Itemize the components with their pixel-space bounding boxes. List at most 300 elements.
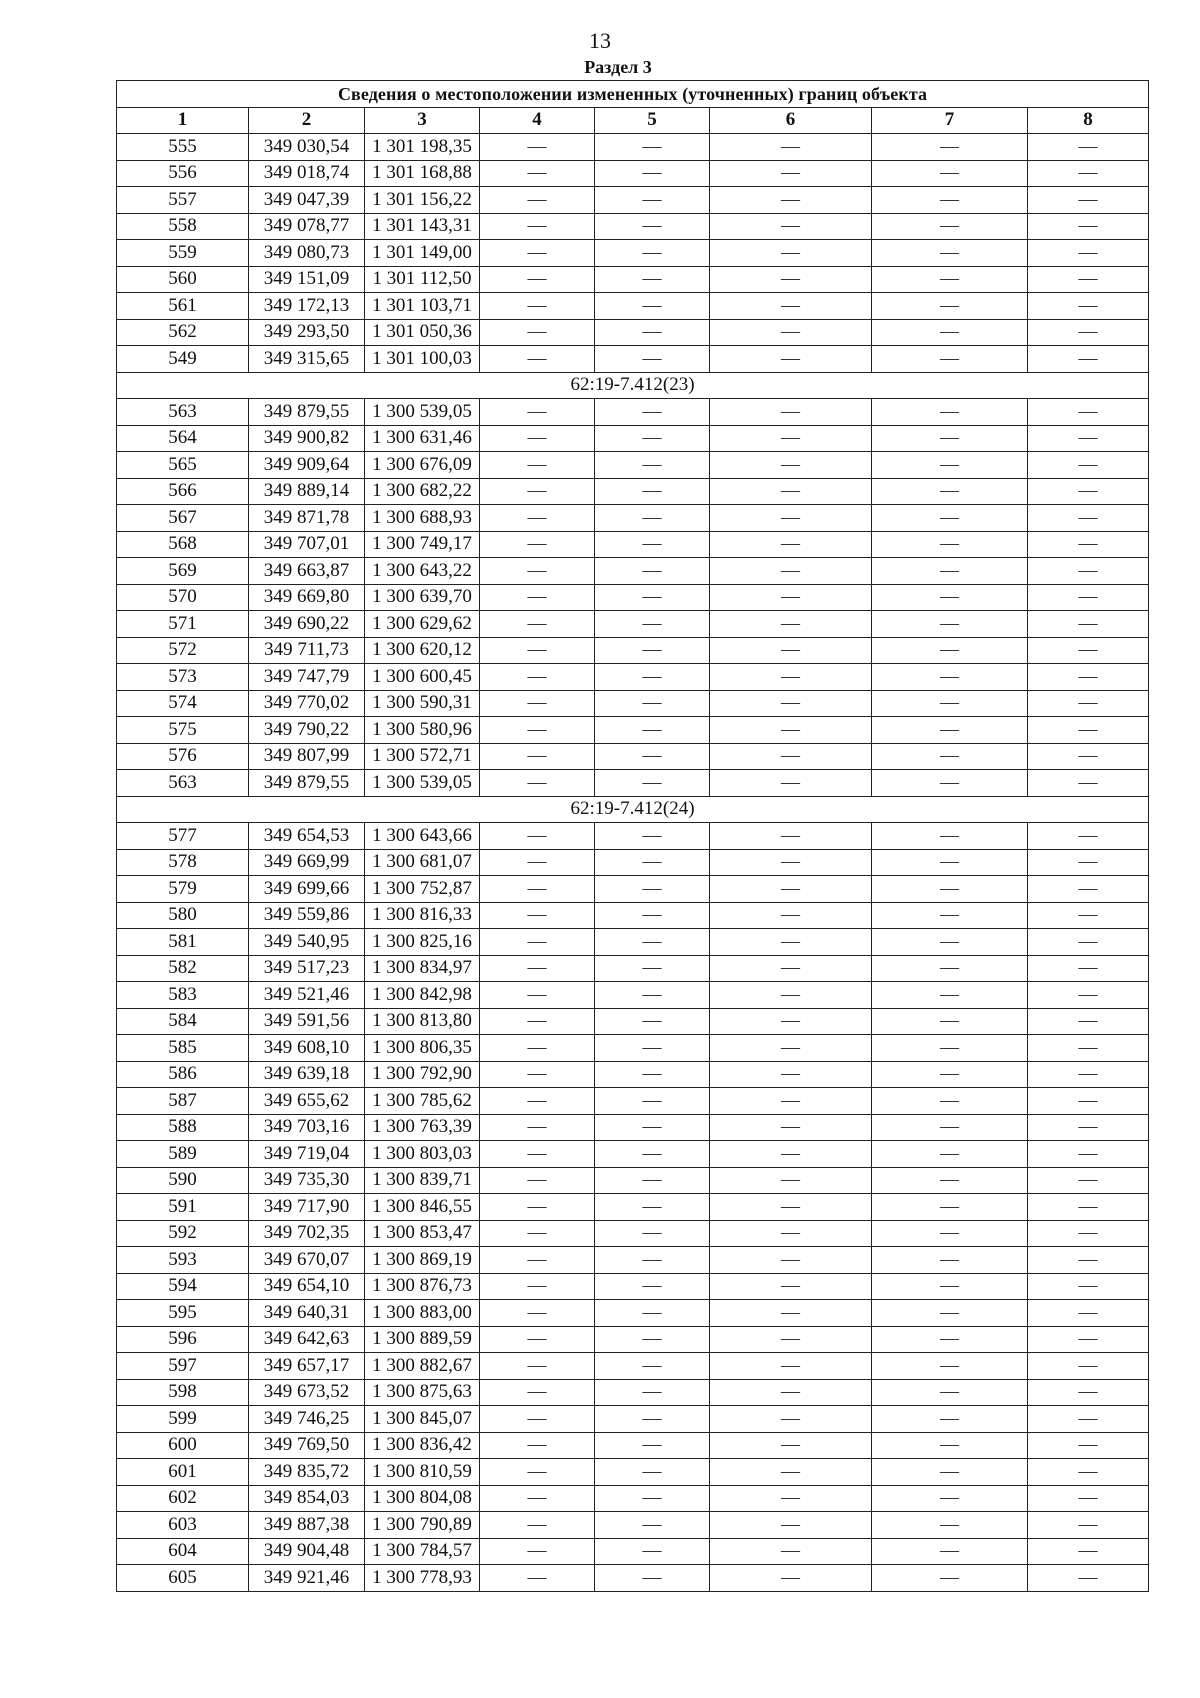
empty-value-cell: —	[872, 1167, 1028, 1194]
empty-value-cell: —	[710, 717, 872, 744]
empty-value-cell: —	[872, 1485, 1028, 1512]
empty-value-cell: —	[595, 240, 710, 267]
table-row	[117, 425, 1149, 452]
point-number-cell: 590	[117, 1167, 249, 1194]
empty-value-cell: —	[872, 531, 1028, 558]
empty-value-cell: —	[872, 1353, 1028, 1380]
table-row	[117, 478, 1149, 505]
x-coordinate-cell: 349 747,79	[249, 664, 365, 691]
point-number-cell: 581	[117, 929, 249, 956]
empty-value-cell: —	[480, 1167, 595, 1194]
empty-value-cell: —	[1028, 690, 1149, 717]
y-coordinate-cell: 1 300 813,80	[365, 1008, 480, 1035]
x-coordinate-cell: 349 702,35	[249, 1220, 365, 1247]
point-number-cell: 602	[117, 1485, 249, 1512]
empty-value-cell: —	[480, 849, 595, 876]
empty-value-cell: —	[710, 558, 872, 585]
section-title: Раздел 3	[584, 57, 652, 77]
point-number-cell: 559	[117, 240, 249, 267]
empty-value-cell: —	[480, 770, 595, 797]
y-coordinate-cell: 1 300 845,07	[365, 1406, 480, 1433]
empty-value-cell: —	[710, 399, 872, 426]
empty-value-cell: —	[1028, 1459, 1149, 1486]
empty-value-cell: —	[480, 478, 595, 505]
empty-value-cell: —	[1028, 664, 1149, 691]
empty-value-cell: —	[1028, 478, 1149, 505]
parcel-group-title: 62:19-7.412(23)	[117, 372, 1149, 399]
empty-value-cell: —	[480, 876, 595, 903]
empty-value-cell: —	[872, 955, 1028, 982]
empty-value-cell: —	[480, 346, 595, 373]
x-coordinate-cell: 349 080,73	[249, 240, 365, 267]
empty-value-cell: —	[1028, 293, 1149, 320]
x-coordinate-cell: 349 517,23	[249, 955, 365, 982]
empty-value-cell: —	[595, 1353, 710, 1380]
empty-value-cell: —	[710, 160, 872, 187]
point-number-cell: 588	[117, 1114, 249, 1141]
empty-value-cell: —	[872, 584, 1028, 611]
empty-value-cell: —	[480, 1088, 595, 1115]
column-header: 6	[710, 107, 872, 134]
empty-value-cell: —	[480, 1353, 595, 1380]
y-coordinate-cell: 1 300 889,59	[365, 1326, 480, 1353]
empty-value-cell: —	[710, 1379, 872, 1406]
table-row	[117, 266, 1149, 293]
empty-value-cell: —	[710, 1114, 872, 1141]
x-coordinate-cell: 349 770,02	[249, 690, 365, 717]
empty-value-cell: —	[1028, 134, 1149, 161]
empty-value-cell: —	[872, 1114, 1028, 1141]
empty-value-cell: —	[480, 160, 595, 187]
point-number-cell: 563	[117, 399, 249, 426]
empty-value-cell: —	[710, 1141, 872, 1168]
empty-value-cell: —	[1028, 902, 1149, 929]
empty-value-cell: —	[480, 982, 595, 1009]
x-coordinate-cell: 349 640,31	[249, 1300, 365, 1327]
y-coordinate-cell: 1 300 810,59	[365, 1459, 480, 1486]
empty-value-cell: —	[710, 1300, 872, 1327]
x-coordinate-cell: 349 690,22	[249, 611, 365, 638]
y-coordinate-cell: 1 300 643,22	[365, 558, 480, 585]
table-row	[117, 743, 1149, 770]
empty-value-cell: —	[480, 531, 595, 558]
empty-value-cell: —	[872, 1194, 1028, 1221]
column-header: 2	[249, 107, 365, 134]
empty-value-cell: —	[710, 1194, 872, 1221]
y-coordinate-cell: 1 300 853,47	[365, 1220, 480, 1247]
y-coordinate-cell: 1 300 784,57	[365, 1538, 480, 1565]
empty-value-cell: —	[595, 982, 710, 1009]
point-number-cell: 576	[117, 743, 249, 770]
empty-value-cell: —	[872, 1379, 1028, 1406]
point-number-cell: 586	[117, 1061, 249, 1088]
y-coordinate-cell: 1 300 836,42	[365, 1432, 480, 1459]
empty-value-cell: —	[710, 1220, 872, 1247]
table-row	[117, 770, 1149, 797]
y-coordinate-cell: 1 300 883,00	[365, 1300, 480, 1327]
x-coordinate-cell: 349 909,64	[249, 452, 365, 479]
x-coordinate-cell: 349 699,66	[249, 876, 365, 903]
table-row	[117, 584, 1149, 611]
empty-value-cell: —	[710, 240, 872, 267]
empty-value-cell: —	[872, 558, 1028, 585]
y-coordinate-cell: 1 300 839,71	[365, 1167, 480, 1194]
empty-value-cell: —	[710, 505, 872, 532]
empty-value-cell: —	[480, 1326, 595, 1353]
empty-value-cell: —	[1028, 770, 1149, 797]
point-number-cell: 567	[117, 505, 249, 532]
empty-value-cell: —	[595, 1088, 710, 1115]
x-coordinate-cell: 349 540,95	[249, 929, 365, 956]
empty-value-cell: —	[872, 346, 1028, 373]
point-number-cell: 582	[117, 955, 249, 982]
y-coordinate-cell: 1 300 882,67	[365, 1353, 480, 1380]
x-coordinate-cell: 349 889,14	[249, 478, 365, 505]
table-row	[117, 1353, 1149, 1380]
empty-value-cell: —	[1028, 187, 1149, 214]
empty-value-cell: —	[1028, 584, 1149, 611]
empty-value-cell: —	[872, 1035, 1028, 1062]
empty-value-cell: —	[595, 902, 710, 929]
empty-value-cell: —	[872, 1247, 1028, 1274]
empty-value-cell: —	[1028, 955, 1149, 982]
x-coordinate-cell: 349 639,18	[249, 1061, 365, 1088]
point-number-cell: 593	[117, 1247, 249, 1274]
x-coordinate-cell: 349 657,17	[249, 1353, 365, 1380]
empty-value-cell: —	[595, 1406, 710, 1433]
point-number-cell: 562	[117, 319, 249, 346]
table-row	[117, 160, 1149, 187]
x-coordinate-cell: 349 707,01	[249, 531, 365, 558]
empty-value-cell: —	[1028, 1432, 1149, 1459]
empty-value-cell: —	[710, 1485, 872, 1512]
empty-value-cell: —	[710, 1432, 872, 1459]
empty-value-cell: —	[872, 637, 1028, 664]
empty-value-cell: —	[872, 1538, 1028, 1565]
x-coordinate-cell: 349 521,46	[249, 982, 365, 1009]
y-coordinate-cell: 1 300 806,35	[365, 1035, 480, 1062]
table-row	[117, 1300, 1149, 1327]
y-coordinate-cell: 1 300 676,09	[365, 452, 480, 479]
x-coordinate-cell: 349 047,39	[249, 187, 365, 214]
empty-value-cell: —	[872, 690, 1028, 717]
empty-value-cell: —	[710, 743, 872, 770]
table-row	[117, 955, 1149, 982]
empty-value-cell: —	[595, 637, 710, 664]
y-coordinate-cell: 1 300 790,89	[365, 1512, 480, 1539]
point-number-cell: 597	[117, 1353, 249, 1380]
empty-value-cell: —	[480, 1061, 595, 1088]
empty-value-cell: —	[595, 611, 710, 638]
empty-value-cell: —	[1028, 1326, 1149, 1353]
empty-value-cell: —	[872, 902, 1028, 929]
x-coordinate-cell: 349 673,52	[249, 1379, 365, 1406]
point-number-cell: 585	[117, 1035, 249, 1062]
table-row	[117, 399, 1149, 426]
empty-value-cell: —	[480, 1565, 595, 1592]
y-coordinate-cell: 1 300 620,12	[365, 637, 480, 664]
table-row	[117, 558, 1149, 585]
empty-value-cell: —	[872, 876, 1028, 903]
empty-value-cell: —	[1028, 929, 1149, 956]
empty-value-cell: —	[1028, 505, 1149, 532]
point-number-cell: 570	[117, 584, 249, 611]
empty-value-cell: —	[1028, 213, 1149, 240]
point-number-cell: 579	[117, 876, 249, 903]
empty-value-cell: —	[710, 929, 872, 956]
table-row	[117, 346, 1149, 373]
empty-value-cell: —	[872, 452, 1028, 479]
empty-value-cell: —	[872, 1008, 1028, 1035]
empty-value-cell: —	[1028, 1300, 1149, 1327]
y-coordinate-cell: 1 300 876,73	[365, 1273, 480, 1300]
table-row	[117, 1114, 1149, 1141]
y-coordinate-cell: 1 300 785,62	[365, 1088, 480, 1115]
table-row	[117, 876, 1149, 903]
empty-value-cell: —	[872, 213, 1028, 240]
empty-value-cell: —	[710, 1406, 872, 1433]
empty-value-cell: —	[1028, 1220, 1149, 1247]
empty-value-cell: —	[595, 266, 710, 293]
empty-value-cell: —	[710, 1088, 872, 1115]
x-coordinate-cell: 349 719,04	[249, 1141, 365, 1168]
empty-value-cell: —	[872, 743, 1028, 770]
empty-value-cell: —	[595, 1538, 710, 1565]
empty-value-cell: —	[872, 134, 1028, 161]
table-row	[117, 637, 1149, 664]
empty-value-cell: —	[710, 425, 872, 452]
empty-value-cell: —	[595, 399, 710, 426]
boundary-coordinates-table	[116, 80, 1149, 1592]
empty-value-cell: —	[710, 637, 872, 664]
empty-value-cell: —	[595, 319, 710, 346]
empty-value-cell: —	[595, 187, 710, 214]
empty-value-cell: —	[595, 1300, 710, 1327]
empty-value-cell: —	[1028, 1565, 1149, 1592]
empty-value-cell: —	[710, 1061, 872, 1088]
empty-value-cell: —	[595, 505, 710, 532]
empty-value-cell: —	[872, 1326, 1028, 1353]
empty-value-cell: —	[595, 876, 710, 903]
empty-value-cell: —	[872, 611, 1028, 638]
y-coordinate-cell: 1 300 749,17	[365, 531, 480, 558]
empty-value-cell: —	[1028, 1061, 1149, 1088]
point-number-cell: 566	[117, 478, 249, 505]
empty-value-cell: —	[480, 1141, 595, 1168]
empty-value-cell: —	[595, 584, 710, 611]
y-coordinate-cell: 1 301 103,71	[365, 293, 480, 320]
empty-value-cell: —	[710, 266, 872, 293]
empty-value-cell: —	[710, 452, 872, 479]
empty-value-cell: —	[480, 1220, 595, 1247]
empty-value-cell: —	[595, 160, 710, 187]
empty-value-cell: —	[595, 1565, 710, 1592]
empty-value-cell: —	[710, 531, 872, 558]
empty-value-cell: —	[872, 717, 1028, 744]
empty-value-cell: —	[595, 1061, 710, 1088]
empty-value-cell: —	[480, 134, 595, 161]
empty-value-cell: —	[480, 1247, 595, 1274]
empty-value-cell: —	[480, 558, 595, 585]
empty-value-cell: —	[1028, 743, 1149, 770]
empty-value-cell: —	[872, 266, 1028, 293]
empty-value-cell: —	[1028, 1141, 1149, 1168]
y-coordinate-cell: 1 301 156,22	[365, 187, 480, 214]
empty-value-cell: —	[1028, 876, 1149, 903]
point-number-cell: 555	[117, 134, 249, 161]
table-row	[117, 134, 1149, 161]
table-row	[117, 982, 1149, 1009]
empty-value-cell: —	[1028, 346, 1149, 373]
y-coordinate-cell: 1 300 681,07	[365, 849, 480, 876]
y-coordinate-cell: 1 300 643,66	[365, 823, 480, 850]
point-number-cell: 560	[117, 266, 249, 293]
empty-value-cell: —	[710, 1035, 872, 1062]
y-coordinate-cell: 1 300 846,55	[365, 1194, 480, 1221]
point-number-cell: 583	[117, 982, 249, 1009]
empty-value-cell: —	[595, 717, 710, 744]
empty-value-cell: —	[1028, 1114, 1149, 1141]
empty-value-cell: —	[710, 1565, 872, 1592]
empty-value-cell: —	[1028, 558, 1149, 585]
empty-value-cell: —	[595, 743, 710, 770]
empty-value-cell: —	[1028, 637, 1149, 664]
y-coordinate-cell: 1 300 875,63	[365, 1379, 480, 1406]
table-row	[117, 1061, 1149, 1088]
column-header: 4	[480, 107, 595, 134]
empty-value-cell: —	[872, 187, 1028, 214]
y-coordinate-cell: 1 300 778,93	[365, 1565, 480, 1592]
empty-value-cell: —	[710, 955, 872, 982]
empty-value-cell: —	[595, 531, 710, 558]
column-header: 1	[117, 107, 249, 134]
empty-value-cell: —	[872, 849, 1028, 876]
empty-value-cell: —	[1028, 399, 1149, 426]
empty-value-cell: —	[595, 690, 710, 717]
empty-value-cell: —	[1028, 1035, 1149, 1062]
point-number-cell: 564	[117, 425, 249, 452]
table-row	[117, 319, 1149, 346]
x-coordinate-cell: 349 655,62	[249, 1088, 365, 1115]
table-row	[117, 505, 1149, 532]
table-row	[117, 717, 1149, 744]
empty-value-cell: —	[480, 293, 595, 320]
x-coordinate-cell: 349 711,73	[249, 637, 365, 664]
empty-value-cell: —	[872, 982, 1028, 1009]
y-coordinate-cell: 1 300 834,97	[365, 955, 480, 982]
column-header: 8	[1028, 107, 1149, 134]
table-row	[117, 1088, 1149, 1115]
empty-value-cell: —	[480, 240, 595, 267]
empty-value-cell: —	[710, 876, 872, 903]
empty-value-cell: —	[872, 1512, 1028, 1539]
empty-value-cell: —	[1028, 823, 1149, 850]
empty-value-cell: —	[710, 1326, 872, 1353]
table-row	[117, 1565, 1149, 1592]
empty-value-cell: —	[480, 1406, 595, 1433]
empty-value-cell: —	[480, 187, 595, 214]
point-number-cell: 575	[117, 717, 249, 744]
x-coordinate-cell: 349 654,53	[249, 823, 365, 850]
empty-value-cell: —	[872, 240, 1028, 267]
point-number-cell: 561	[117, 293, 249, 320]
y-coordinate-cell: 1 301 112,50	[365, 266, 480, 293]
empty-value-cell: —	[595, 1008, 710, 1035]
x-coordinate-cell: 349 746,25	[249, 1406, 365, 1433]
empty-value-cell: —	[872, 160, 1028, 187]
empty-value-cell: —	[710, 346, 872, 373]
empty-value-cell: —	[872, 770, 1028, 797]
empty-value-cell: —	[872, 1061, 1028, 1088]
column-header: 5	[595, 107, 710, 134]
table-row	[117, 240, 1149, 267]
empty-value-cell: —	[1028, 1194, 1149, 1221]
point-number-cell: 574	[117, 690, 249, 717]
point-number-cell: 556	[117, 160, 249, 187]
table-row	[117, 849, 1149, 876]
point-number-cell: 605	[117, 1565, 249, 1592]
empty-value-cell: —	[595, 425, 710, 452]
empty-value-cell: —	[595, 1194, 710, 1221]
x-coordinate-cell: 349 900,82	[249, 425, 365, 452]
empty-value-cell: —	[595, 823, 710, 850]
y-coordinate-cell: 1 300 590,31	[365, 690, 480, 717]
empty-value-cell: —	[710, 134, 872, 161]
x-coordinate-cell: 349 669,99	[249, 849, 365, 876]
empty-value-cell: —	[595, 770, 710, 797]
x-coordinate-cell: 349 078,77	[249, 213, 365, 240]
empty-value-cell: —	[710, 690, 872, 717]
empty-value-cell: —	[1028, 1538, 1149, 1565]
empty-value-cell: —	[480, 319, 595, 346]
point-number-cell: 592	[117, 1220, 249, 1247]
y-coordinate-cell: 1 300 682,22	[365, 478, 480, 505]
point-number-cell: 600	[117, 1432, 249, 1459]
point-number-cell: 563	[117, 770, 249, 797]
empty-value-cell: —	[710, 982, 872, 1009]
empty-value-cell: —	[595, 213, 710, 240]
parcel-group-title: 62:19-7.412(24)	[117, 796, 1149, 823]
point-number-cell: 565	[117, 452, 249, 479]
empty-value-cell: —	[710, 1167, 872, 1194]
table-row	[117, 531, 1149, 558]
empty-value-cell: —	[595, 929, 710, 956]
x-coordinate-cell: 349 904,48	[249, 1538, 365, 1565]
empty-value-cell: —	[710, 213, 872, 240]
x-coordinate-cell: 349 879,55	[249, 399, 365, 426]
empty-value-cell: —	[1028, 266, 1149, 293]
empty-value-cell: —	[480, 690, 595, 717]
point-number-cell: 587	[117, 1088, 249, 1115]
y-coordinate-cell: 1 300 572,71	[365, 743, 480, 770]
column-header: 3	[365, 107, 480, 134]
x-coordinate-cell: 349 663,87	[249, 558, 365, 585]
x-coordinate-cell: 349 151,09	[249, 266, 365, 293]
empty-value-cell: —	[1028, 982, 1149, 1009]
empty-value-cell: —	[710, 823, 872, 850]
empty-value-cell: —	[480, 505, 595, 532]
x-coordinate-cell: 349 879,55	[249, 770, 365, 797]
x-coordinate-cell: 349 670,07	[249, 1247, 365, 1274]
y-coordinate-cell: 1 300 842,98	[365, 982, 480, 1009]
table-row	[117, 1167, 1149, 1194]
table-row	[117, 1379, 1149, 1406]
point-number-cell: 589	[117, 1141, 249, 1168]
y-coordinate-cell: 1 301 168,88	[365, 160, 480, 187]
point-number-cell: 604	[117, 1538, 249, 1565]
empty-value-cell: —	[1028, 1353, 1149, 1380]
y-coordinate-cell: 1 300 792,90	[365, 1061, 480, 1088]
